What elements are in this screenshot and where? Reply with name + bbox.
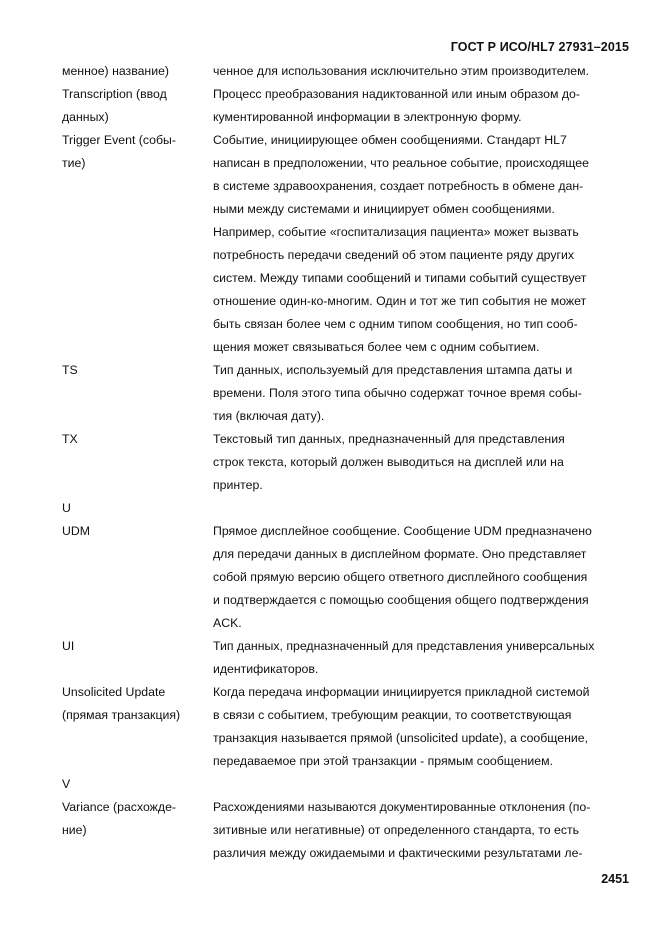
term-line: Transcription (ввод: [62, 87, 167, 101]
definition-line: идентификаторов.: [213, 662, 319, 676]
glossary-term: [62, 681, 213, 727]
definition-line: и подтверждается с помощью сообщения общего подтверждения: [213, 593, 589, 607]
term-line: UI: [62, 639, 75, 653]
definition-line: быть связан более чем с одним типом сообщения, но тип сооб-: [213, 317, 578, 331]
glossary-entry: [62, 428, 632, 497]
definition-line: систем. Между типами сообщений и типами событий существует: [213, 271, 587, 285]
glossary-entry: [62, 359, 632, 428]
term-line: Trigger Event (собы-: [62, 133, 176, 147]
definition-line: Текстовый тип данных, предназначенный для представления: [213, 432, 565, 446]
glossary-term: [62, 359, 213, 382]
definition-line: Например, событие «госпитализация пациента» может вызвать: [213, 225, 579, 239]
glossary-entry: [62, 83, 632, 129]
definition-line: в связи с событием, требующим реакции, то соответствующая: [213, 708, 572, 722]
term-line: тие): [62, 156, 86, 170]
definition-line: отношение один-ко-многим. Один и тот же тип события не может: [213, 294, 587, 308]
term-line: менное) название): [62, 64, 170, 78]
glossary-term: [62, 83, 213, 129]
section-letter: V: [62, 777, 71, 791]
definition-line: времени. Поля этого типа обычно содержат точное время собы-: [213, 386, 582, 400]
glossary-term: [62, 129, 213, 175]
term-line: ние): [62, 823, 87, 837]
definition-line: Тип данных, предназначенный для представления универсальных: [213, 639, 595, 653]
glossary-definition: [213, 635, 632, 681]
definition-line: Событие, инициирующее обмен сообщениями. Стандарт HL7: [213, 133, 567, 147]
section-letter: U: [62, 501, 71, 515]
definition-line: ными между системами и инициирует обмен сообщениями.: [213, 202, 555, 216]
glossary-list: [62, 60, 632, 865]
definition-line: написан в предположении, что реальное событие, происходящее: [213, 156, 589, 170]
term-line: Unsolicited Update: [62, 685, 166, 699]
definition-line: принтер.: [213, 478, 263, 492]
definition-line: передаваемое при этой транзакции - прямым сообщением.: [213, 754, 553, 768]
definition-line: в системе здравоохранения, создает потребность в обмене дан-: [213, 179, 584, 193]
glossary-definition: [213, 681, 632, 773]
term-line: Variance (расхожде-: [62, 800, 177, 814]
glossary-definition: [213, 83, 632, 129]
definition-line: кументированной информации в электронную форму.: [213, 110, 522, 124]
definition-line: Прямое дисплейное сообщение. Сообщение UDM предназначено: [213, 524, 592, 538]
definition-line: Расхождениями называются документированные отклонения (по-: [213, 800, 591, 814]
glossary-entry: [62, 635, 632, 681]
definition-line: Процесс преобразования надиктованной или иным образом до-: [213, 87, 580, 101]
definition-line: собой прямую версию общего ответного дисплейного сообщения: [213, 570, 588, 584]
term-line: TS: [62, 363, 78, 377]
glossary-entry: [62, 796, 632, 865]
glossary-entry: [62, 60, 632, 83]
glossary-definition: [213, 129, 632, 359]
glossary-definition: [213, 359, 632, 428]
definition-line: строк текста, который должен выводиться на дисплей или на: [213, 455, 564, 469]
term-line: (прямая транзакция): [62, 708, 181, 722]
term-line: TX: [62, 432, 78, 446]
definition-line: для передачи данных в дисплейном формате. Оно представляет: [213, 547, 587, 561]
definition-line: ACK.: [213, 616, 242, 630]
definition-line: потребность передачи сведений об этом пациенте ряду других: [213, 248, 575, 262]
glossary-entry: [62, 129, 632, 359]
term-line: UDM: [62, 524, 91, 538]
glossary-definition: [213, 520, 632, 635]
definition-line: различия между ожидаемыми и фактическими результатами ле-: [213, 846, 583, 860]
glossary-term: [62, 520, 213, 543]
definition-line: ченное для использования исключительно этим производителем.: [213, 64, 590, 78]
definition-line: Когда передача информации инициируется прикладной системой: [213, 685, 590, 699]
glossary-definition: [213, 60, 632, 83]
glossary-definition: [213, 428, 632, 497]
glossary-term: [62, 60, 213, 83]
definition-line: тия (включая дату).: [213, 409, 325, 423]
definition-line: Тип данных, используемый для представления штампа даты и: [213, 363, 573, 377]
glossary-term: [62, 635, 213, 658]
page-number: 2451: [601, 872, 629, 886]
glossary-entry: [62, 520, 632, 635]
glossary-entry: [62, 681, 632, 773]
glossary-term: [62, 796, 213, 842]
document-standard-header: ГОСТ Р ИСО/HL7 27931–2015: [450, 40, 629, 54]
term-line: данных): [62, 110, 109, 124]
glossary-definition: [213, 796, 632, 865]
definition-line: зитивные или негативные) от определенного стандарта, то есть: [213, 823, 580, 837]
definition-line: транзакция называется прямой (unsolicited update), а сообщение,: [213, 731, 589, 745]
definition-line: щения может связываться более чем с одним событием.: [213, 340, 540, 354]
glossary-term: [62, 428, 213, 451]
